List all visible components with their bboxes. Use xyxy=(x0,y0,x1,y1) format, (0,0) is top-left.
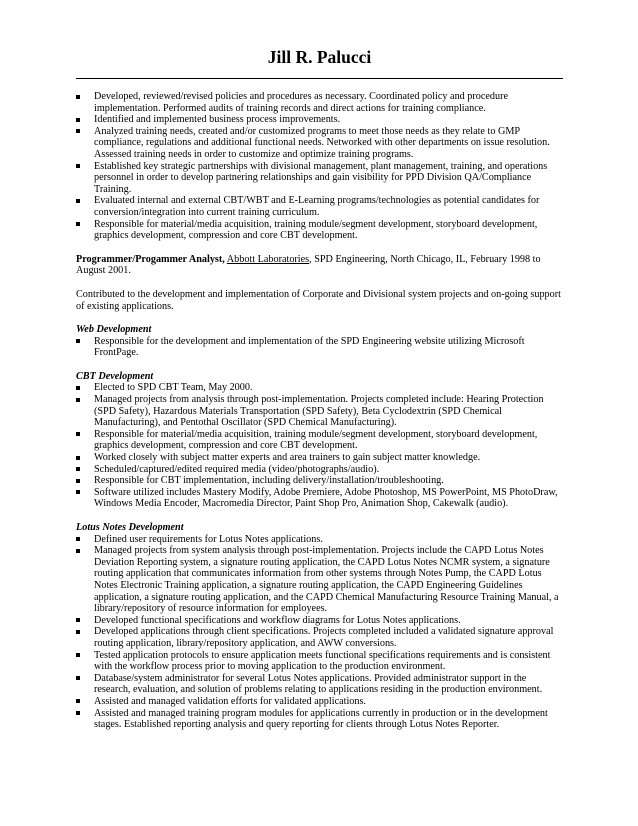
list-item-text: Assisted and managed validation efforts for validated applications. xyxy=(94,695,366,707)
list-item xyxy=(76,545,563,615)
list-item-text: Responsible for the development and implementation of the SPD Engineering website utilizing Microsoft FrontPage. xyxy=(94,335,525,359)
job-title: Programmer/Progammer Analyst, xyxy=(76,253,225,265)
list-item-text: Worked closely with subject matter experts and area trainers to gain subject matter knowledge. xyxy=(94,452,481,464)
section xyxy=(76,522,563,731)
list-item-text: Managed projects from analysis through post-implementation. Projects completed include: Hearing Protection (SPD Safety), Hazardous Materials Transportation (SPD Safety), Beta Cyclodextrin (SPD Chemical Manufacturing), and Pentothal Oscillator (SPD Chemical Manufacturing). xyxy=(94,394,544,429)
header-rule xyxy=(76,78,563,79)
list-item-text: Defined user requirements for Lotus Notes applications. xyxy=(94,533,323,545)
list-item-text: Scheduled/captured/edited required media (video/photographs/audio). xyxy=(94,463,380,475)
list-item xyxy=(76,475,563,487)
bullet-icon xyxy=(76,129,80,133)
list-item xyxy=(76,615,563,627)
top-bullet-list xyxy=(76,91,563,242)
section-bullet-list xyxy=(76,534,563,731)
section-heading: Web Development xyxy=(76,324,152,336)
list-item xyxy=(76,534,563,546)
bullet-icon xyxy=(76,467,80,471)
list-item xyxy=(76,487,563,510)
bullet-icon xyxy=(76,398,80,402)
bullet-icon xyxy=(76,479,80,483)
list-item-text: Tested application protocols to ensure application meets functional specifications requirements and is consistent with the workflow process prior to moving application to the production environment. xyxy=(94,649,551,673)
bullet-icon xyxy=(76,537,80,541)
list-item xyxy=(76,650,563,673)
list-item xyxy=(76,696,563,708)
section-heading: CBT Development xyxy=(76,370,154,382)
list-item-text: Developed applications through client specifications. Projects completed included a validated signature approval routing application, library/repository application, and AWW conversions. xyxy=(94,626,554,649)
section-heading: Lotus Notes Development xyxy=(76,522,184,533)
bullet-icon xyxy=(76,386,80,390)
list-item xyxy=(76,195,563,218)
list-item-text: Database/system administrator for several Lotus Notes applications. Provided administrator support in the research, evaluation, and solution of problems relating to applications residing in the production environment. xyxy=(94,672,543,696)
list-item xyxy=(76,161,563,196)
bullet-icon xyxy=(76,199,80,203)
list-item xyxy=(76,114,563,126)
bullet-icon xyxy=(76,711,80,715)
list-item xyxy=(76,673,563,696)
list-item-text: Software utilized includes Mastery Modify, Adobe Premiere, Adobe Photoshop, MS PowerPoint, MS PhotoDraw, Windows Media Encoder, Macromedia Director, Paint Shop Pro, Animation Shop, Cakewalk (audio). xyxy=(94,486,558,510)
section xyxy=(76,371,563,510)
bullet-icon xyxy=(76,699,80,703)
list-item-text: Assisted and managed training program modules for applications currently in production or in the development stages. Established reporting analysis and query reporting for clients through Lotus Notes Reporter. xyxy=(94,707,548,731)
candidate-name: Jill R. Palucci xyxy=(267,47,372,67)
list-item-text: Analyzed training needs, created and/or customized programs to meet those needs as they relate to GMP compliance, regulations and additional functional needs. Networked with other departments on issue resolution. Assessed training needs in order to customize and optimize training programs. xyxy=(94,125,550,160)
list-item-text: Developed, reviewed/revised policies and procedures as necessary. Coordinated policy and procedure implementation. Performed audits of training records and direct actions for training compliance. xyxy=(94,91,509,114)
bullet-icon xyxy=(76,432,80,436)
list-item xyxy=(76,91,563,114)
bullet-icon xyxy=(76,164,80,168)
bullet-icon xyxy=(76,549,80,553)
list-item-text: Established key strategic partnerships with divisional management, plant management, training, and operations personnel in order to develop partnering relationships and gain visibility for PPD Division QA/Compliance Training. xyxy=(94,160,548,195)
list-item-text: Elected to SPD CBT Team, May 2000. xyxy=(94,382,253,394)
bullet-icon xyxy=(76,118,80,122)
bullet-icon xyxy=(76,653,80,657)
list-item-text: Responsible for CBT implementation, including delivery/installation/troubleshooting. xyxy=(94,475,444,487)
job-summary: Contributed to the development and implementation of Corporate and Divisional system projects and on-going support of existing applications. xyxy=(76,288,561,312)
list-item-text: Evaluated internal and external CBT/WBT and E-Learning programs/technologies as potential candidates for conversion/integration into current training curriculum. xyxy=(94,195,540,218)
list-item xyxy=(76,394,563,429)
resume-body xyxy=(76,91,563,731)
job-entry xyxy=(76,254,563,277)
list-item xyxy=(76,708,563,731)
bullet-icon xyxy=(76,222,80,226)
list-item xyxy=(76,464,563,476)
list-item-text: Identified and implemented business process improvements. xyxy=(94,114,341,126)
section xyxy=(76,324,563,359)
bullet-icon xyxy=(76,490,80,494)
list-item xyxy=(76,429,563,452)
list-item xyxy=(76,336,563,359)
bullet-icon xyxy=(76,456,80,460)
bullet-icon xyxy=(76,676,80,680)
bullet-icon xyxy=(76,95,80,99)
list-item xyxy=(76,452,563,464)
list-item xyxy=(76,126,563,161)
list-item-text: Developed functional specifications and workflow diagrams for Lotus Notes applications. xyxy=(94,614,461,626)
list-item-text: Responsible for material/media acquisition, training module/segment development, storyboard development, graphics development, compression and core CBT development. xyxy=(94,428,538,452)
skill-sections xyxy=(76,324,563,731)
bullet-icon xyxy=(76,618,80,622)
list-item xyxy=(76,219,563,242)
list-item xyxy=(76,626,563,649)
section-bullet-list xyxy=(76,382,563,510)
section-bullet-list xyxy=(76,336,563,359)
company-link[interactable]: Abbott Laboratories xyxy=(226,253,310,265)
bullet-icon xyxy=(76,630,80,634)
list-item xyxy=(76,382,563,394)
list-item-text: Responsible for material/media acquisition, training module/segment development, storyboard development, graphics development, compression and core CBT development. xyxy=(94,218,538,242)
list-item-text: Managed projects from system analysis through post-implementation. Projects include the CAPD Lotus Notes Deviation Reporting system, a signature routing application, the CAPD Lotus Notes NCMR system, a signature routing application that communicates information from other systems through Notes Pump, the CAPD Lotus Notes Electronic Training application, a signature routing application, the CAPD Engineering Guidelines application, a signature routing application, and the CAPD Chemical Manufacturing Resource Training Manual, a library/repository of resource information for employees. xyxy=(94,545,559,615)
job-details: , SPD Engineering, North Chicago, IL, February 1998 to August 2001. xyxy=(76,253,541,277)
bullet-icon xyxy=(76,339,80,343)
